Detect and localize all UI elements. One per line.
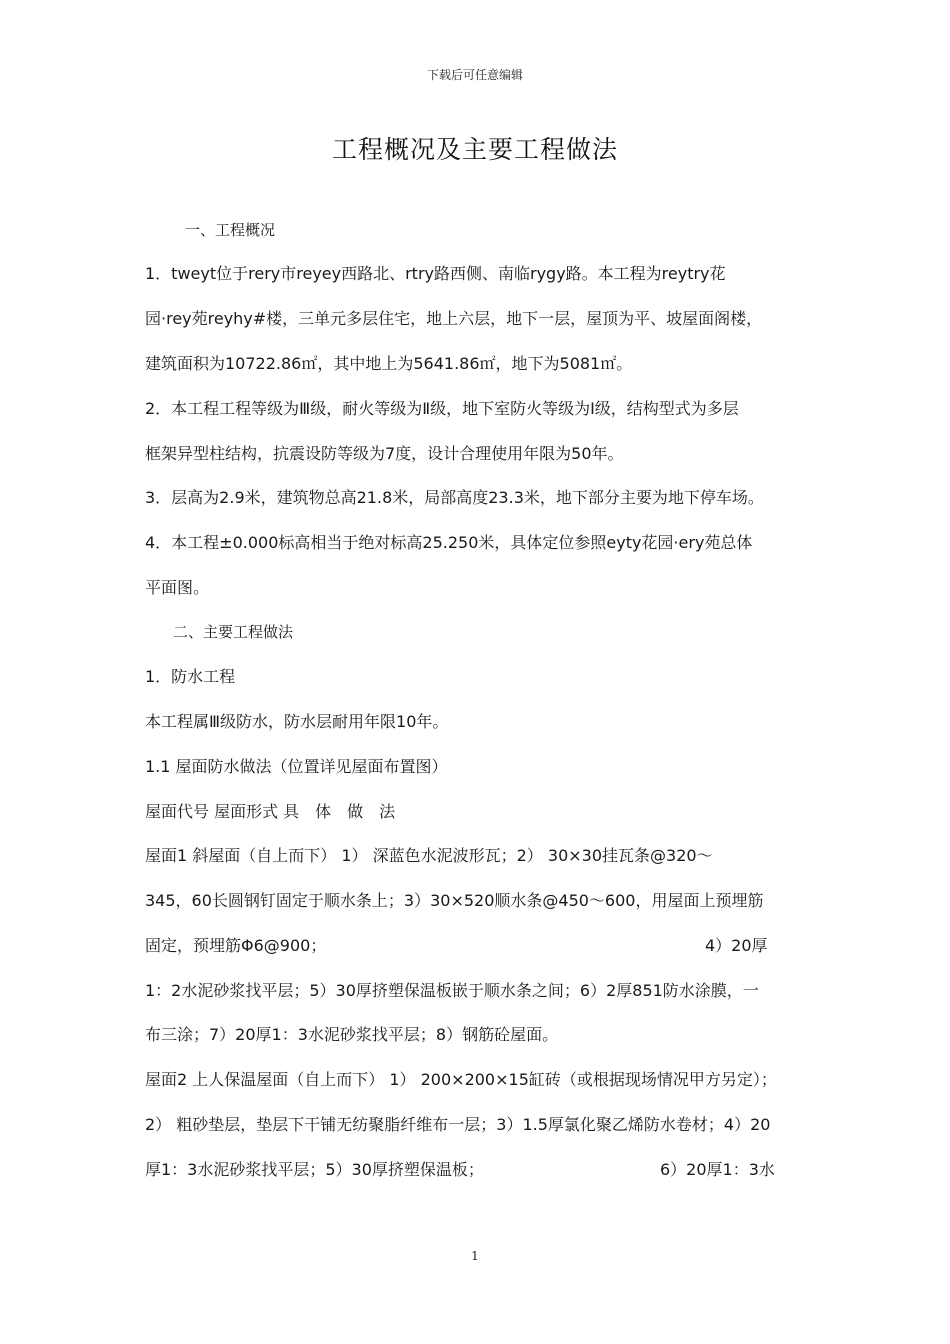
paragraph-line: 建筑面积为10722.86㎡，其中地上为5641.86㎡，地下为5081㎡。 (145, 354, 633, 373)
paragraph-line: 框架异型柱结构，抗震设防等级为7度，设计合理使用年限为50年。 (145, 444, 624, 463)
paragraph-line: 345，60长圆钢钉固定于顺水条上；3）30×520顺水条@450～600，用屋面上预埋筋 (145, 891, 764, 910)
paragraph-line: 2） 粗砂垫层，垫层下干铺无纺聚脂纤维布一层；3）1.5厚氯化聚乙烯防水卷材；4）20 (145, 1115, 771, 1134)
paragraph-line-fragment: 6）20厚1：3水 (660, 1160, 775, 1179)
section-heading-overview: 一、工程概况 (185, 221, 276, 239)
header-note: 下载后可任意编辑 (426, 68, 523, 82)
paragraph-line: 屋面2 上人保温屋面（自上而下） 1） 200×200×15缸砖（或根据现场情况甲方另定）； (145, 1070, 777, 1089)
section-heading-methods: 二、主要工程做法 (173, 623, 294, 641)
paragraph-line: 本工程属Ⅲ级防水，防水层耐用年限10年。 (145, 712, 449, 731)
paragraph-line: 平面图。 (145, 578, 210, 597)
page-number: 1 (471, 1249, 479, 1263)
page-title: 工程概况及主要工程做法 (331, 135, 618, 164)
subsection-heading: 1．防水工程 (145, 667, 236, 686)
paragraph-line-fragment: 4）20厚 (705, 936, 768, 955)
subsection-heading: 1.1 屋面防水做法（位置详见屋面布置图） (145, 757, 448, 776)
paragraph-line: 1．tweyt位于rery市reyey西路北、rtry路西侧、南临rygy路。本工程为reytry花 (145, 264, 726, 283)
paragraph-line: 屋面1 斜屋面（自上而下） 1） 深蓝色水泥波形瓦；2） 30×30挂瓦条@320～ (145, 846, 713, 865)
paragraph-line: 厚1：3水泥砂浆找平层；5）30厚挤塑保温板； (145, 1160, 484, 1179)
paragraph-line: 固定，预埋筋Φ6@900； (145, 936, 327, 955)
paragraph-line: 2．本工程工程等级为Ⅲ级，耐火等级为Ⅱ级，地下室防火等级为Ⅰ级，结构型式为多层 (145, 399, 739, 418)
paragraph-line: 3．层高为2.9米，建筑物总高21.8米，局部高度23.3米，地下部分主要为地下停车场。 (145, 488, 764, 507)
paragraph-line: 园·rey苑reyhy#楼，三单元多层住宅，地上六层，地下一层，屋顶为平、坡屋面阁楼， (145, 309, 763, 328)
paragraph-line: 布三涂；7）20厚1：3水泥砂浆找平层；8）钢筋砼屋面。 (145, 1025, 559, 1044)
paragraph-line: 4．本工程±0.000标高相当于绝对标高25.250米，具体定位参照eyty花园·ery苑总体 (145, 533, 753, 552)
paragraph-line: 1：2水泥砂浆找平层；5）30厚挤塑保温板嵌于顺水条之间；6）2厚851防水涂膜，一 (145, 981, 759, 1000)
table-header-line: 屋面代号 屋面形式 具 体 做 法 (145, 802, 396, 821)
